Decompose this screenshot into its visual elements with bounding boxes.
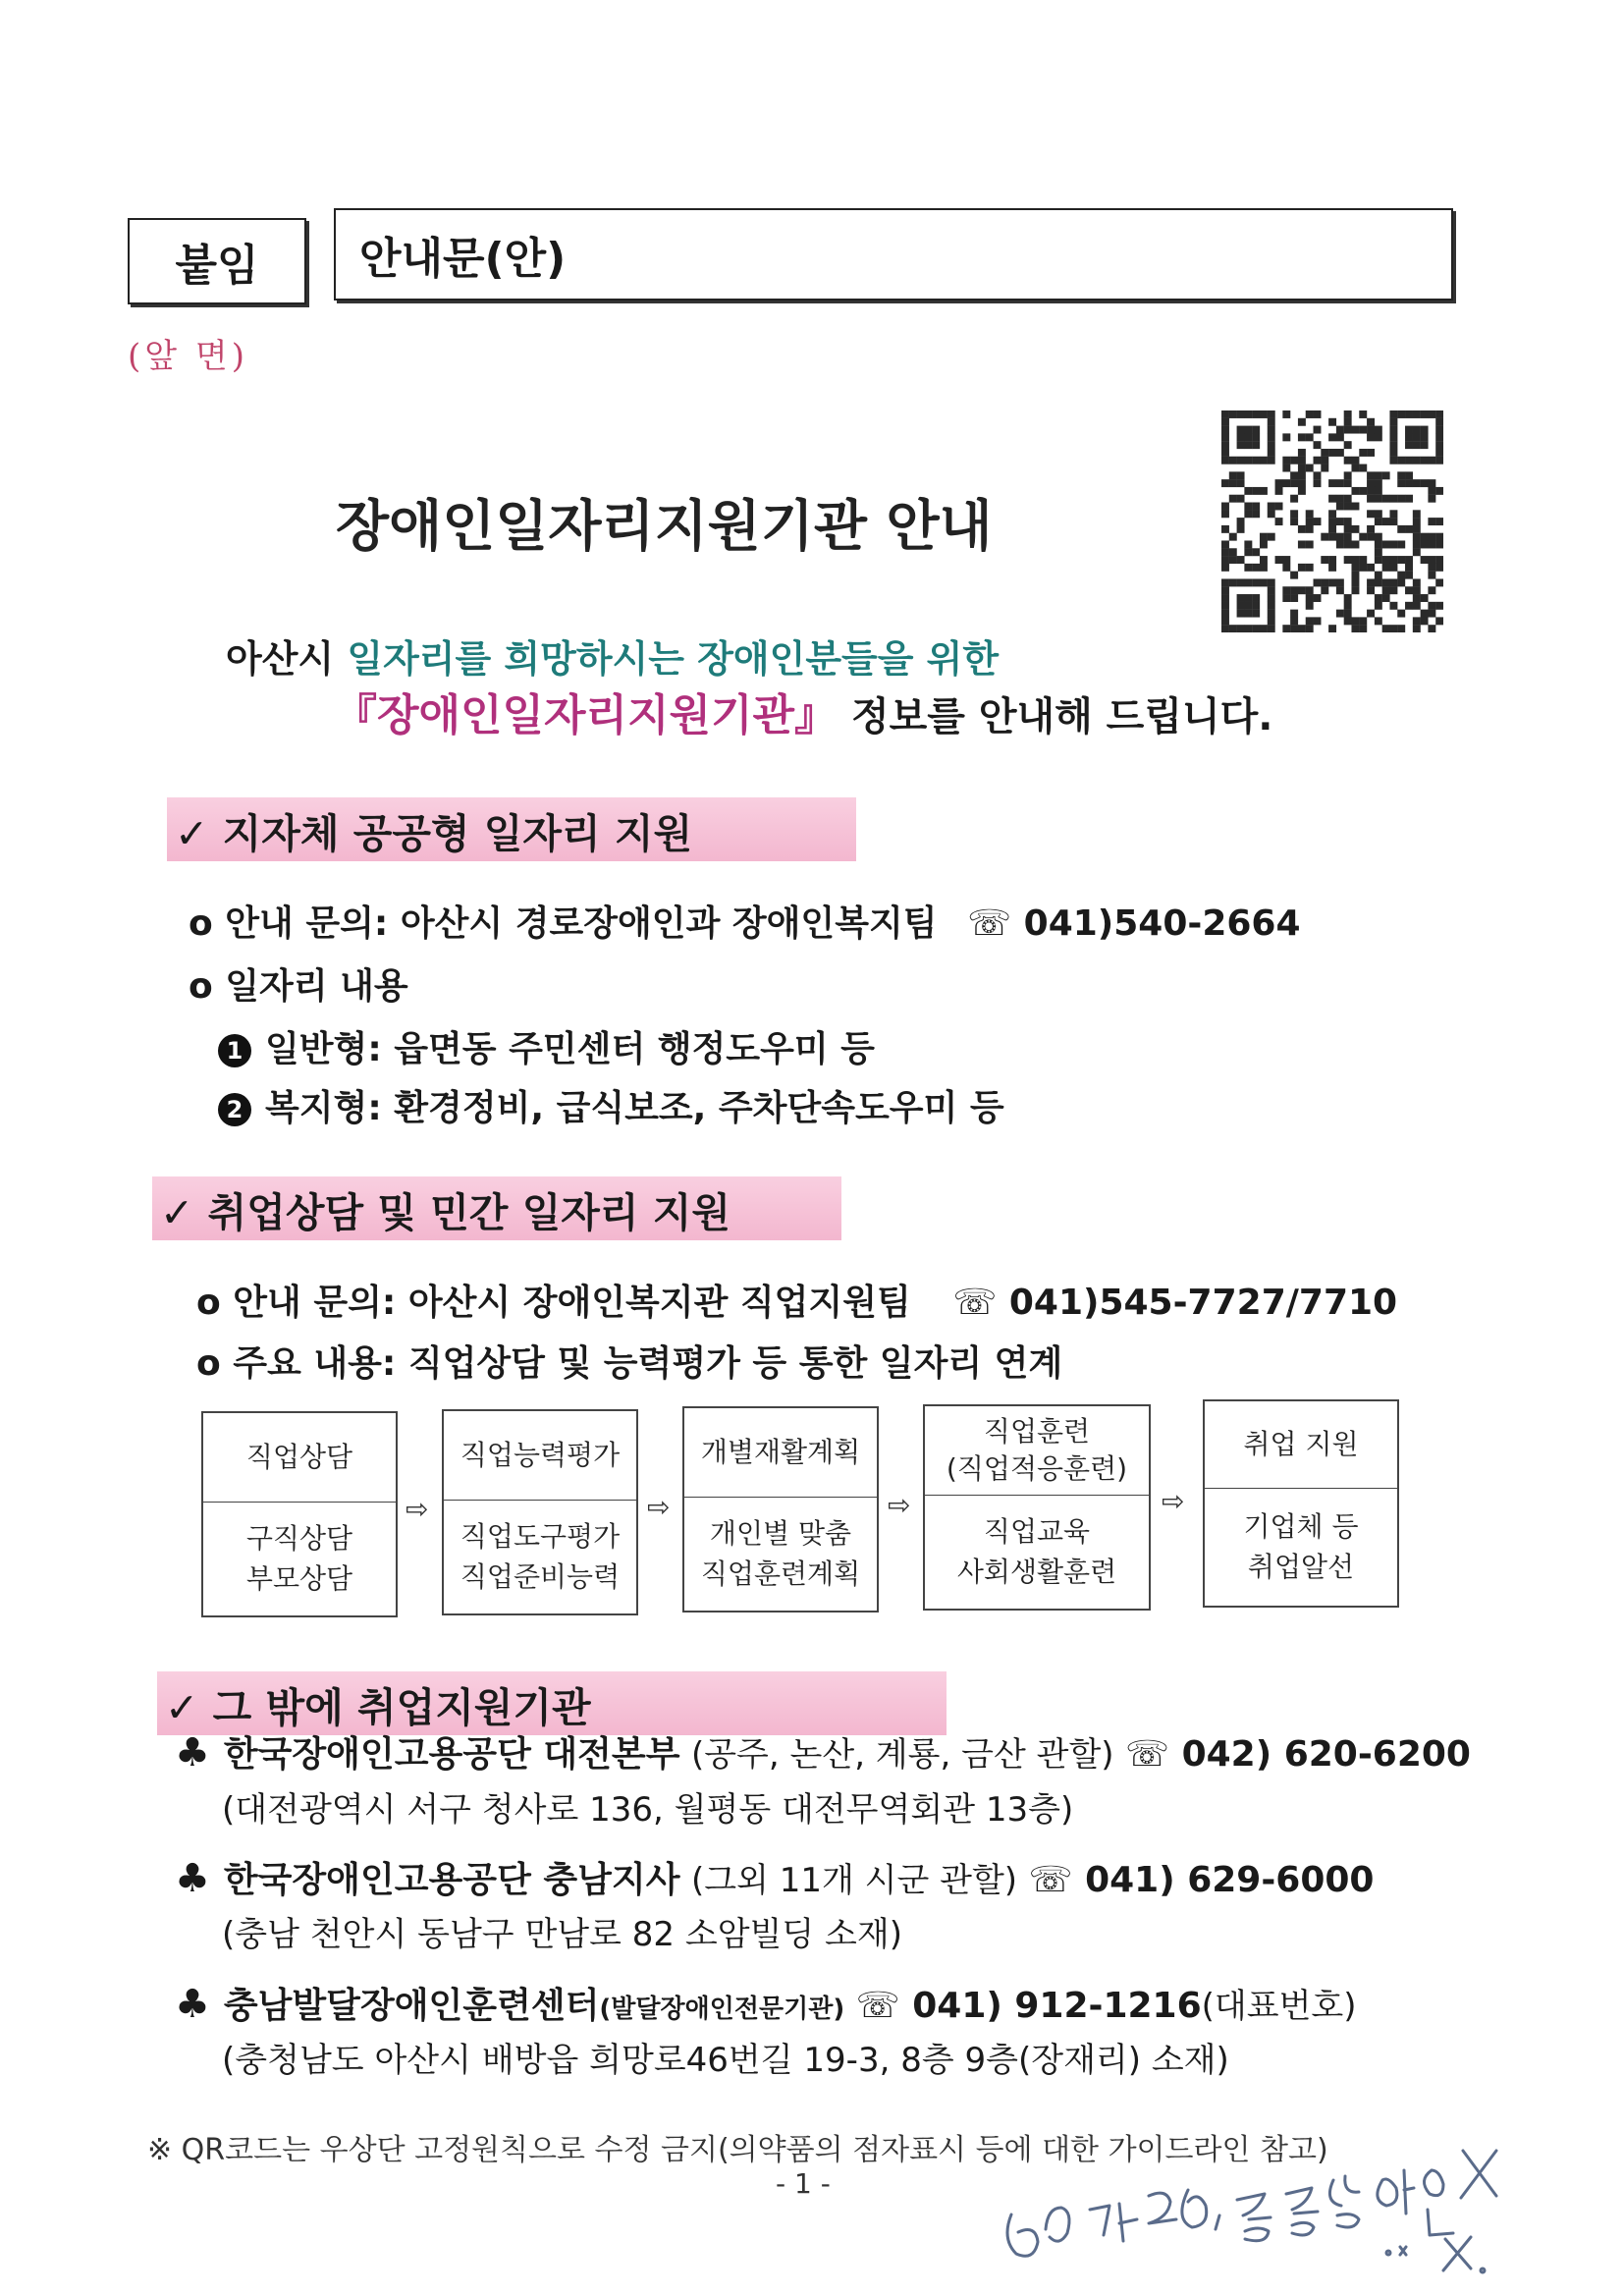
agency-name: 한국장애인고용공단 충남지사 [223,1860,680,1900]
section1-content-label: o 일자리 내용 [189,966,408,1007]
flow-step-body [444,1501,636,1613]
section-private-jobs-heading: ✓ 취업상담 및 민간 일자리 지원 [152,1176,841,1240]
handwritten-annotation [992,2121,1522,2278]
document-title-box: 안내문(안) [334,208,1453,301]
front-side-label: (앞 면) [128,337,249,376]
number-badge-icon: 1 [218,1034,251,1067]
intro-line-2 [334,680,1272,742]
agency-entry [175,1852,1374,1902]
flow-step-body [925,1496,1149,1609]
flow-step-body [1205,1489,1397,1606]
section1-item [218,1080,1004,1130]
flow-step-body-line: 구직상담 [245,1521,353,1555]
section1-item-text: 일반형: 읍면동 주민센터 행정도우미 등 [265,1029,875,1069]
intro-suffix: 정보를 안내해 드립니다. [850,694,1273,739]
section2-phone: ☏ 041)545-7727/7710 [952,1283,1398,1323]
section2-main-content: o 주요 내용: 직업상담 및 능력평가 등 통한 일자리 연계 [196,1343,1063,1384]
flow-step-body-line: 기업체 등 [1243,1509,1359,1543]
flow-step-body-line: 개인별 맞춤 [709,1516,852,1550]
agency-scope: (그외 11개 시군 관할) [690,1861,1018,1900]
flow-step-body-line: 취업알선 [1247,1550,1355,1583]
section-public-jobs-heading: ✓ 지자체 공공형 일자리 지원 [167,797,856,861]
flow-step-body-line: 직업도구평가 [460,1519,621,1553]
flow-step-plan [682,1406,879,1613]
flow-step-body-line: 직업준비능력 [460,1559,621,1593]
page-number: - 1 - [776,2167,831,2200]
flow-step-body [684,1498,877,1611]
qr-code-icon [1221,410,1443,632]
flow-step-assessment [442,1409,638,1615]
club-icon: ♣ [175,1856,210,1901]
agency-name: 충남발달장애인훈련센터 [223,1986,600,2026]
flow-arrow-icon: ⇨ [406,1493,429,1525]
agency-entry [175,1978,1357,2028]
flow-step-head [925,1406,1149,1496]
number-badge-icon: 2 [218,1093,251,1126]
club-icon: ♣ [175,1982,210,2027]
section1-item-text: 복지형: 환경정비, 급식보조, 주차단속도우미 등 [265,1088,1004,1128]
section2-inquiry [196,1275,1397,1325]
agency-entry [175,1726,1471,1777]
intro-org-name: 『장애인일자리지원기관』 [334,690,839,740]
flow-step-head-line: 직업훈련 [983,1415,1091,1449]
flow-step-counseling [201,1411,398,1617]
flow-arrow-icon: ⇨ [888,1489,911,1521]
club-icon: ♣ [175,1730,210,1776]
attachment-tag: 붙임 [128,218,306,304]
page-title: 장애인일자리지원기관 안내 [336,495,993,559]
section1-inquiry [189,896,1301,946]
agency-phone: ☏ 041) 912-1216 [855,1986,1202,2026]
section1-item [218,1021,875,1071]
flow-step-head: 직업상담 [203,1413,396,1503]
agency-name: 한국장애인고용공단 대전본부 [223,1734,680,1775]
agency-scope: (발달장애인전문기관) [599,1995,845,2024]
intro-line-1 [226,629,999,683]
section1-inquiry-text: o 안내 문의: 아산시 경로장애인과 장애인복지팀 [189,903,938,944]
flow-arrow-icon: ⇨ [647,1491,671,1523]
agency-scope: (공주, 논산, 계룡, 금산 관할) [690,1735,1114,1775]
flow-step-employment [1203,1399,1399,1608]
flow-step-body-line: 사회생활훈련 [956,1555,1117,1588]
flow-step-head: 취업 지원 [1205,1401,1397,1489]
agency-phone: ☏ 041) 629-6000 [1028,1860,1375,1900]
flow-step-body-line: 직업교육 [983,1514,1091,1548]
flow-step-training [923,1404,1151,1611]
section-other-agencies-heading: ✓ 그 밖에 취업지원기관 [157,1671,947,1735]
flow-step-body-line: 부모상담 [245,1561,353,1595]
flow-step-body [203,1503,396,1615]
agency-address: (대전광역시 서구 청사로 136, 월평동 대전무역회관 13층) [222,1790,1074,1830]
agency-address: (충남 천안시 동남구 만남로 82 소암빌딩 소재) [222,1915,902,1954]
flow-step-head: 직업능력평가 [444,1411,636,1501]
flow-step-head-line: (직업적응훈련) [946,1452,1128,1485]
agency-address: (충청남도 아산시 배방읍 희망로46번길 19-3, 8층 9층(장재리) 소재) [222,2041,1229,2080]
agency-phone-suffix: (대표번호) [1201,1987,1357,2026]
section1-phone: ☏ 041)540-2664 [967,903,1301,944]
intro-highlight: 일자리를 희망하시는 장애인분들을 위한 [347,637,1000,681]
agency-phone: ☏ 042) 620-6200 [1125,1734,1471,1775]
section2-inquiry-text: o 안내 문의: 아산시 장애인복지관 직업지원팀 [196,1283,911,1323]
intro-prefix: 아산시 [226,637,335,681]
flow-step-head: 개별재활계획 [684,1408,877,1498]
qr-code-note: ※ QR코드는 우상단 고정원칙으로 수정 금지(의약품의 점자표시 등에 대한 가이드라인 참고) [147,2133,1328,2167]
flow-step-body-line: 직업훈련계획 [700,1557,861,1590]
flow-arrow-icon: ⇨ [1162,1485,1185,1517]
